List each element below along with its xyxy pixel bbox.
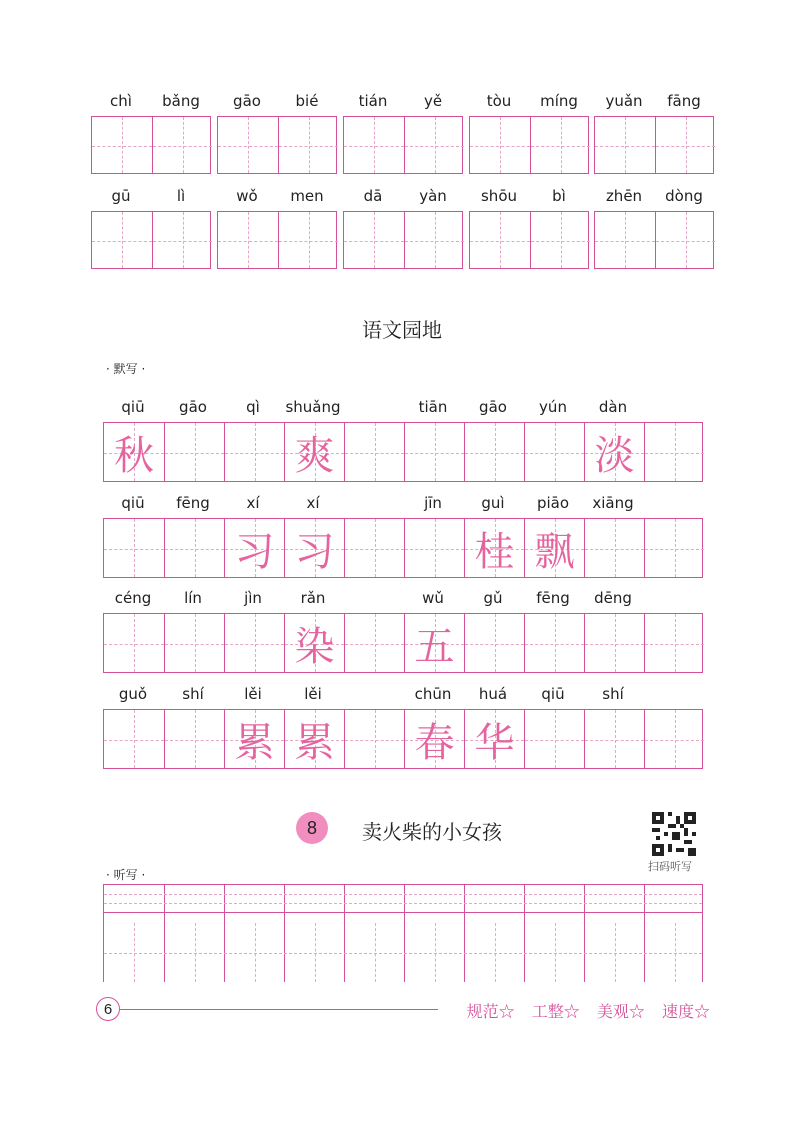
guide-line <box>104 549 164 550</box>
guide-line <box>405 453 464 454</box>
writing-cell[interactable] <box>344 885 404 982</box>
guide-line <box>645 549 704 550</box>
guide-line <box>134 614 135 672</box>
pinyin-label: qiū <box>121 398 145 416</box>
writing-cell[interactable] <box>655 212 715 268</box>
guide-line <box>225 453 284 454</box>
word-grid <box>217 211 337 269</box>
model-character: 累 <box>294 719 335 766</box>
writing-cell[interactable] <box>464 885 524 982</box>
guide-line <box>153 241 212 242</box>
guide-line <box>195 519 196 577</box>
word-grid <box>217 116 337 174</box>
pinyin-label: bǎng <box>162 92 200 110</box>
pinyin-label: wǒ <box>236 187 258 205</box>
guide-line <box>561 117 562 173</box>
dictation-row <box>103 709 703 769</box>
guide-line <box>595 146 655 147</box>
pinyin-label: qì <box>246 398 260 416</box>
guide-line <box>500 212 501 268</box>
model-character: 淡 <box>594 432 635 479</box>
pinyin-label: qiū <box>121 494 145 512</box>
pinyin-label: lín <box>184 589 202 607</box>
guide-line <box>104 953 702 954</box>
guide-line <box>104 903 702 904</box>
writing-cell[interactable] <box>104 710 164 768</box>
guide-line <box>525 740 584 741</box>
pinyin-label: guǒ <box>118 685 148 703</box>
rating-guifan[interactable]: 规范☆ <box>466 1002 515 1021</box>
guide-line <box>309 212 310 268</box>
guide-line <box>374 212 375 268</box>
pinyin-label: fēng <box>536 589 570 607</box>
writing-cell[interactable] <box>584 885 644 982</box>
model-character: 习 <box>294 528 335 575</box>
writing-cell[interactable] <box>218 212 278 268</box>
guide-line <box>555 710 556 768</box>
writing-cell[interactable] <box>404 519 464 577</box>
pinyin-label: chì <box>110 92 132 110</box>
pinyin-label: xí <box>306 494 320 512</box>
writing-cell[interactable] <box>655 117 715 173</box>
writing-cell[interactable] <box>224 885 284 982</box>
rating-gongzheng[interactable]: 工整☆ <box>531 1002 580 1021</box>
guide-line <box>104 912 702 913</box>
writing-cell[interactable] <box>164 519 224 577</box>
pinyin-label: chūn <box>414 685 452 703</box>
guide-line <box>531 146 590 147</box>
writing-cell[interactable] <box>404 423 464 481</box>
pinyin-label: dā <box>363 187 383 205</box>
writing-cell[interactable] <box>104 885 164 982</box>
writing-cell[interactable] <box>524 614 584 672</box>
pinyin-label: gū <box>111 187 131 205</box>
guide-line <box>195 423 196 481</box>
writing-cell[interactable] <box>595 212 655 268</box>
guide-line <box>585 740 644 741</box>
writing-cell[interactable] <box>464 423 524 481</box>
pinyin-label: céng <box>114 589 152 607</box>
writing-cell[interactable] <box>164 885 224 982</box>
guide-line <box>375 423 376 481</box>
guide-line <box>92 146 152 147</box>
pinyin-label: jìn <box>244 589 262 607</box>
writing-cell[interactable] <box>524 423 584 481</box>
writing-cell[interactable] <box>470 117 530 173</box>
writing-cell[interactable] <box>164 614 224 672</box>
dictation-row <box>103 422 703 482</box>
word-grid <box>469 116 589 174</box>
guide-line <box>345 740 404 741</box>
pinyin-label: lěi <box>304 685 322 703</box>
guide-line <box>435 212 436 268</box>
model-character: 五 <box>414 623 455 670</box>
guide-line <box>195 710 196 768</box>
writing-cell[interactable] <box>224 710 284 768</box>
pinyin-label: shí <box>602 685 624 703</box>
writing-cell[interactable] <box>344 423 404 481</box>
model-character: 爽 <box>294 432 335 479</box>
guide-line <box>248 212 249 268</box>
pinyin-label: bié <box>295 92 319 110</box>
guide-line <box>686 117 687 173</box>
guide-line <box>675 614 676 672</box>
dictation-writing-row <box>103 884 703 982</box>
guide-line <box>104 894 702 895</box>
word-grid <box>594 211 714 269</box>
guide-line <box>134 710 135 768</box>
writing-cell[interactable] <box>278 212 338 268</box>
guide-line <box>405 241 464 242</box>
guide-line <box>104 740 164 741</box>
pinyin-label: guì <box>481 494 505 512</box>
guide-line <box>645 740 704 741</box>
guide-line <box>470 146 530 147</box>
writing-cell[interactable] <box>524 519 584 577</box>
guide-line <box>195 614 196 672</box>
guide-line <box>625 212 626 268</box>
pinyin-label: zhēn <box>605 187 643 205</box>
guide-line <box>615 710 616 768</box>
guide-line <box>165 644 224 645</box>
guide-line <box>345 453 404 454</box>
writing-cell[interactable] <box>584 423 644 481</box>
pinyin-label: rǎn <box>300 589 326 607</box>
guide-line <box>645 453 704 454</box>
page-number: 6 <box>96 997 120 1021</box>
guide-line <box>344 241 404 242</box>
guide-line <box>625 117 626 173</box>
guide-line <box>656 146 715 147</box>
writing-cell[interactable] <box>344 212 404 268</box>
guide-line <box>255 614 256 672</box>
guide-line <box>500 117 501 173</box>
pinyin-label: dòng <box>665 187 703 205</box>
pinyin-label: tiān <box>418 398 448 416</box>
pinyin-label: qiū <box>541 685 565 703</box>
word-grid <box>91 116 211 174</box>
pinyin-label: huá <box>478 685 508 703</box>
qr-code-icon[interactable] <box>652 812 696 856</box>
guide-line <box>656 241 715 242</box>
guide-line <box>435 117 436 173</box>
footer-divider <box>120 1009 438 1010</box>
writing-cell[interactable] <box>104 614 164 672</box>
writing-cell[interactable] <box>218 117 278 173</box>
word-grid <box>343 116 463 174</box>
writing-cell[interactable] <box>278 117 338 173</box>
writing-cell[interactable] <box>464 614 524 672</box>
listening-dictation-label: · 听写 · <box>106 868 146 882</box>
guide-line <box>375 614 376 672</box>
model-character: 习 <box>234 528 275 575</box>
pinyin-label: gǔ <box>483 589 503 607</box>
dictation-row <box>103 613 703 673</box>
writing-cell[interactable] <box>284 423 344 481</box>
word-grid <box>594 116 714 174</box>
writing-cell[interactable] <box>152 117 212 173</box>
writing-cell[interactable] <box>344 117 404 173</box>
writing-cell[interactable] <box>152 212 212 268</box>
guide-line <box>525 644 584 645</box>
guide-line <box>525 453 584 454</box>
guide-line <box>585 644 644 645</box>
guide-line <box>218 146 278 147</box>
guide-line <box>615 614 616 672</box>
pinyin-label: jīn <box>424 494 442 512</box>
writing-cell[interactable] <box>404 710 464 768</box>
model-character: 春 <box>414 719 455 766</box>
writing-cell[interactable] <box>344 614 404 672</box>
writing-cell[interactable] <box>224 519 284 577</box>
guide-line <box>165 453 224 454</box>
writing-cell[interactable] <box>404 212 464 268</box>
model-character: 累 <box>234 719 275 766</box>
guide-line <box>309 117 310 173</box>
writing-cell[interactable] <box>284 710 344 768</box>
rating-sudu[interactable]: 速度☆ <box>661 1002 710 1021</box>
guide-line <box>183 212 184 268</box>
pinyin-label: dàn <box>598 398 628 416</box>
pinyin-label: tián <box>358 92 388 110</box>
writing-cell[interactable] <box>92 212 152 268</box>
guide-line <box>375 519 376 577</box>
guide-line <box>122 117 123 173</box>
writing-cell[interactable] <box>644 423 704 481</box>
guide-line <box>153 146 212 147</box>
guide-line <box>183 117 184 173</box>
guide-line <box>375 710 376 768</box>
writing-cell[interactable] <box>584 519 644 577</box>
dictation-row <box>103 518 703 578</box>
writing-cell[interactable] <box>404 885 464 982</box>
model-character: 桂 <box>474 528 515 575</box>
writing-cell[interactable] <box>530 212 590 268</box>
model-character: 染 <box>294 623 335 670</box>
guide-line <box>122 212 123 268</box>
writing-cell[interactable] <box>584 710 644 768</box>
writing-cell[interactable] <box>344 519 404 577</box>
guide-line <box>279 146 338 147</box>
pinyin-label: gāo <box>233 92 261 110</box>
guide-line <box>435 519 436 577</box>
guide-line <box>345 549 404 550</box>
dictation-label: · 默写 · <box>106 362 146 376</box>
word-grid <box>91 211 211 269</box>
guide-line <box>218 241 278 242</box>
qr-code-label: 扫码听写 <box>648 860 692 873</box>
writing-cell[interactable] <box>644 519 704 577</box>
writing-cell[interactable] <box>524 885 584 982</box>
guide-line <box>675 423 676 481</box>
writing-cell[interactable] <box>464 710 524 768</box>
writing-cell[interactable] <box>284 519 344 577</box>
guide-line <box>435 423 436 481</box>
guide-line <box>561 212 562 268</box>
pinyin-label: yún <box>539 398 567 416</box>
self-rating-stars <box>455 999 710 1022</box>
writing-cell[interactable] <box>644 614 704 672</box>
writing-cell[interactable] <box>644 710 704 768</box>
guide-line <box>405 549 464 550</box>
pinyin-label: yàn <box>419 187 447 205</box>
writing-cell[interactable] <box>404 614 464 672</box>
word-grid <box>469 211 589 269</box>
pinyin-label: shuǎng <box>285 398 341 416</box>
pinyin-label: yě <box>423 92 443 110</box>
pinyin-label: xiāng <box>592 494 634 512</box>
pinyin-label: xí <box>246 494 260 512</box>
guide-line <box>255 423 256 481</box>
writing-cell[interactable] <box>92 117 152 173</box>
model-character: 秋 <box>114 432 154 479</box>
guide-line <box>165 549 224 550</box>
pinyin-label: shōu <box>480 187 518 205</box>
pinyin-label: tòu <box>486 92 512 110</box>
writing-cell[interactable] <box>344 710 404 768</box>
writing-cell[interactable] <box>284 614 344 672</box>
guide-line <box>675 519 676 577</box>
guide-line <box>585 549 644 550</box>
guide-line <box>595 241 655 242</box>
guide-line <box>279 241 338 242</box>
guide-line <box>165 740 224 741</box>
pinyin-label: gāo <box>179 398 207 416</box>
guide-line <box>344 146 404 147</box>
guide-line <box>531 241 590 242</box>
writing-cell[interactable] <box>470 212 530 268</box>
model-character: 华 <box>474 719 515 766</box>
pinyin-label: bì <box>552 187 566 205</box>
guide-line <box>675 710 676 768</box>
writing-cell[interactable] <box>224 423 284 481</box>
writing-cell[interactable] <box>224 614 284 672</box>
pinyin-label: men <box>290 187 324 205</box>
guide-line <box>615 519 616 577</box>
writing-cell[interactable] <box>584 614 644 672</box>
pinyin-label: wǔ <box>422 589 444 607</box>
pinyin-label: lěi <box>244 685 262 703</box>
writing-cell[interactable] <box>524 710 584 768</box>
guide-line <box>645 644 704 645</box>
writing-cell[interactable] <box>464 519 524 577</box>
guide-line <box>555 614 556 672</box>
guide-line <box>495 423 496 481</box>
writing-cell[interactable] <box>284 885 344 982</box>
guide-line <box>345 644 404 645</box>
guide-line <box>686 212 687 268</box>
pinyin-label: gāo <box>479 398 507 416</box>
pinyin-label: piāo <box>536 494 570 512</box>
guide-line <box>465 453 524 454</box>
writing-cell[interactable] <box>164 423 224 481</box>
writing-cell[interactable] <box>104 423 164 481</box>
pinyin-label: shí <box>182 685 204 703</box>
writing-cell[interactable] <box>530 117 590 173</box>
guide-line <box>92 241 152 242</box>
section-title-yuwen-yuandi: 语文园地 <box>362 318 442 342</box>
guide-line <box>465 644 524 645</box>
guide-line <box>470 241 530 242</box>
guide-line <box>374 117 375 173</box>
word-grid <box>343 211 463 269</box>
pinyin-label: fēng <box>176 494 210 512</box>
model-character: 飘 <box>534 528 575 575</box>
pinyin-label: yuǎn <box>605 92 643 110</box>
pinyin-label: dēng <box>594 589 632 607</box>
writing-cell[interactable] <box>404 117 464 173</box>
guide-line <box>225 644 284 645</box>
guide-line <box>248 117 249 173</box>
rating-meiguan[interactable]: 美观☆ <box>596 1002 645 1021</box>
pinyin-label: lì <box>176 187 186 205</box>
guide-line <box>134 519 135 577</box>
writing-cell[interactable] <box>595 117 655 173</box>
writing-cell[interactable] <box>164 710 224 768</box>
writing-cell[interactable] <box>644 885 704 982</box>
guide-line <box>555 423 556 481</box>
guide-line <box>405 146 464 147</box>
writing-cell[interactable] <box>104 519 164 577</box>
lesson-number-badge: 8 <box>296 812 328 844</box>
lesson-title: 卖火柴的小女孩 <box>362 820 502 844</box>
guide-line <box>104 644 164 645</box>
pinyin-label: fāng <box>667 92 701 110</box>
pinyin-label: míng <box>540 92 578 110</box>
guide-line <box>495 614 496 672</box>
